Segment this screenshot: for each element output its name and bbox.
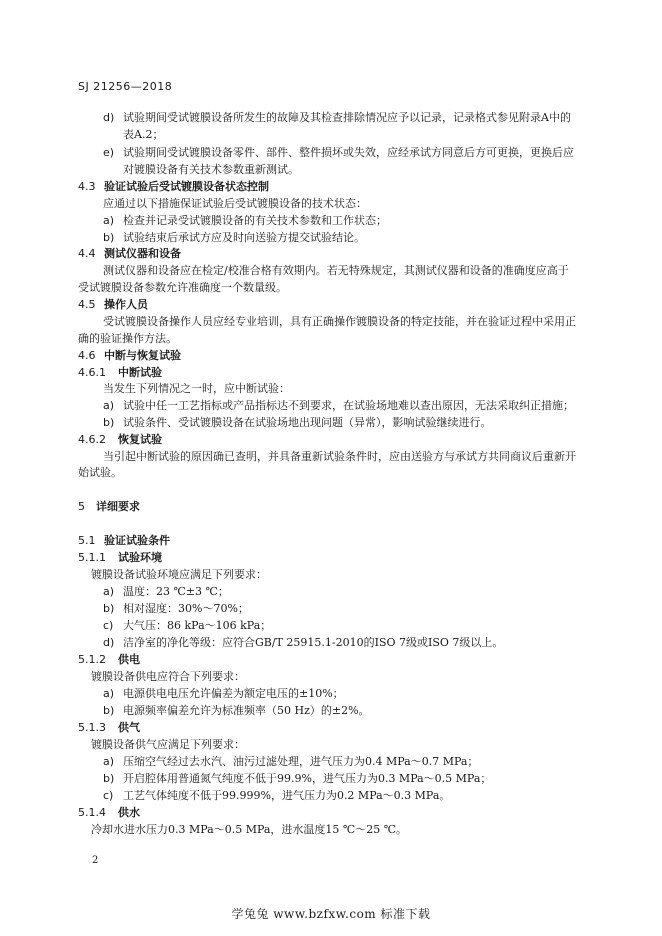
section-number: 5.1.1 — [78, 551, 106, 564]
paragraph: 镀膜设备供气应满足下列要求： — [91, 738, 245, 751]
section-title: 供气 — [118, 721, 140, 734]
section-number: 4.6.2 — [78, 433, 106, 446]
list-item-text: 开启腔体用普通氮气纯度不低于99.9%，进气压力为0.3 MPa～0.5 MPa； — [123, 772, 492, 785]
paragraph: 镀膜设备试验环境应满足下列要求： — [91, 568, 267, 581]
list-item-d — [103, 111, 571, 125]
section-title: 供电 — [118, 653, 140, 666]
list-item-c — [103, 789, 450, 803]
list-marker: a) — [103, 755, 115, 768]
list-item-text: 检查并记录受试镀膜设备的有关技术参数和工作状态； — [123, 214, 387, 227]
list-marker: c) — [103, 789, 114, 802]
section-number: 4.3 — [78, 180, 96, 193]
list-item-text: 工艺气体纯度不低于99.999%，进气压力为0.2 MPa～0.3 MPa。 — [123, 789, 451, 802]
section-heading-5-1-4 — [78, 806, 140, 820]
section-title: 操作人员 — [104, 298, 148, 311]
section-title: 供水 — [118, 806, 140, 819]
page-number: 2 — [92, 855, 99, 866]
paragraph: 应通过以下措施保证试验后受试镀膜设备的技术状态： — [103, 197, 367, 210]
paragraph: 受试镀膜设备操作人员应经专业培训，具有正确操作镀膜设备的特定技能，并在验证过程中采用正 — [103, 315, 576, 328]
list-item-text: 试验期间受试镀膜设备所发生的故障及其检查排除情况应予以记录，记录格式参见附录A中的 — [123, 111, 571, 124]
list-marker: d) — [103, 636, 115, 649]
section-number: 4.6.1 — [78, 366, 106, 379]
section-title: 恢复试验 — [118, 433, 162, 446]
list-marker: e) — [103, 146, 115, 159]
chapter-heading-5 — [78, 500, 140, 514]
section-heading-4-6-2 — [78, 433, 162, 447]
list-item-b — [103, 416, 492, 430]
section-number: 4.5 — [78, 298, 96, 311]
section-number: 5 — [78, 500, 85, 513]
section-heading-5-1 — [78, 534, 170, 548]
paragraph-continuation: 确的验证操作方法。 — [78, 332, 177, 345]
section-heading-5-1-3 — [78, 721, 140, 735]
section-heading-5-1-2 — [78, 653, 140, 667]
list-item-c — [103, 619, 271, 633]
list-item-text: 大气压：86 kPa～106 kPa； — [123, 619, 272, 632]
section-title: 验证试验后受试镀膜设备状态控制 — [104, 180, 269, 193]
section-heading-4-6-1 — [78, 366, 162, 380]
section-number: 5.1.4 — [78, 806, 106, 819]
section-number: 4.4 — [78, 247, 96, 260]
section-heading-4-6 — [78, 349, 181, 363]
list-item-b — [103, 602, 249, 616]
section-heading-5-1-1 — [78, 551, 162, 565]
section-title: 验证试验条件 — [104, 534, 170, 547]
section-number: 5.1 — [78, 534, 96, 547]
paragraph: 冷却水进水压力0.3 MPa～0.5 MPa，进水温度15 ℃～25 ℃。 — [91, 823, 408, 836]
section-title: 试验环境 — [118, 551, 162, 564]
list-item-text: 试验期间受试镀膜设备零件、部件、整件损坏或失效，应经承试方同意后方可更换，更换后应 — [123, 146, 574, 159]
section-number: 5.1.3 — [78, 721, 106, 734]
list-item-text: 试验结束后承试方应及时向送验方提交试验结论。 — [123, 231, 365, 244]
paragraph: 镀膜设备供电应符合下列要求： — [91, 670, 245, 683]
list-item-a — [103, 214, 387, 228]
list-marker: d) — [103, 111, 115, 124]
list-item-a — [103, 687, 344, 701]
list-item-text: 压缩空气经过去水汽、油污过滤处理，进气压力为0.4 MPa～0.7 MPa； — [123, 755, 479, 768]
section-number: 4.6 — [78, 349, 96, 362]
list-item-b — [103, 704, 370, 718]
list-marker: b) — [103, 231, 115, 244]
paragraph-continuation: 始试验。 — [78, 466, 122, 479]
list-marker: b) — [103, 416, 115, 429]
list-item-text: 电源频率偏差允许为标准频率（50 Hz）的±2%。 — [123, 704, 370, 717]
paragraph-continuation: 受试镀膜设备参数允许准确度一个数量级。 — [78, 281, 287, 294]
list-item-text: 试验条件、受试镀膜设备在试验场地出现问题（异常），影响试验继续进行。 — [123, 416, 492, 429]
watermark-footer: 学兔兔 www.bzfxw.com 标准下载 — [231, 907, 431, 921]
list-marker: a) — [103, 399, 115, 412]
list-marker: a) — [103, 585, 115, 598]
standard-code-header: SJ 21256—2018 — [78, 80, 173, 93]
list-marker: a) — [103, 687, 115, 700]
section-title: 中断试验 — [118, 366, 162, 379]
list-item-text: 洁净室的净化等级：应符合GB/T 25915.1-2010的ISO 7级或ISO 7级以上。 — [123, 636, 504, 649]
list-item-a — [103, 399, 574, 413]
list-marker: b) — [103, 602, 115, 615]
list-marker: b) — [103, 772, 115, 785]
list-item-a — [103, 585, 229, 599]
paragraph: 当引起中断试验的原因确已查明，并具备重新试验条件时，应由送验方与承试方共同商议后重新开 — [103, 450, 576, 463]
list-item-b — [103, 772, 491, 786]
list-item-a — [103, 755, 478, 769]
section-number: 5.1.2 — [78, 653, 106, 666]
list-item-continuation: 对镀膜设备有关技术参数重新测试。 — [123, 163, 299, 176]
paragraph: 测试仪器和设备应在检定/校准合格有效期内。若无特殊规定，其测试仪器和设备的准确度应高于 — [103, 264, 569, 277]
list-marker: b) — [103, 704, 115, 717]
section-heading-4-3 — [78, 180, 269, 194]
list-item-text: 相对湿度：30%～70%； — [123, 602, 249, 615]
list-item-text: 电源供电电压允许偏差为额定电压的±10%； — [123, 687, 344, 700]
paragraph: 当发生下列情况之一时，应中断试验： — [103, 382, 290, 395]
list-marker: a) — [103, 214, 115, 227]
section-title: 测试仪器和设备 — [104, 247, 181, 260]
list-item-b — [103, 231, 365, 245]
section-heading-4-4 — [78, 247, 181, 261]
section-heading-4-5 — [78, 298, 148, 312]
list-item-continuation: 表A.2； — [123, 128, 164, 141]
list-item-text: 温度：23 ℃±3 ℃； — [123, 585, 229, 598]
list-marker: c) — [103, 619, 114, 632]
list-item-e — [103, 146, 574, 160]
section-title: 详细要求 — [96, 500, 140, 513]
list-item-text: 试验中任一工艺指标或产品指标达不到要求，在试验场地难以查出原因，无法采取纠正措施； — [123, 399, 574, 412]
list-item-d — [103, 636, 503, 650]
section-title: 中断与恢复试验 — [104, 349, 181, 362]
